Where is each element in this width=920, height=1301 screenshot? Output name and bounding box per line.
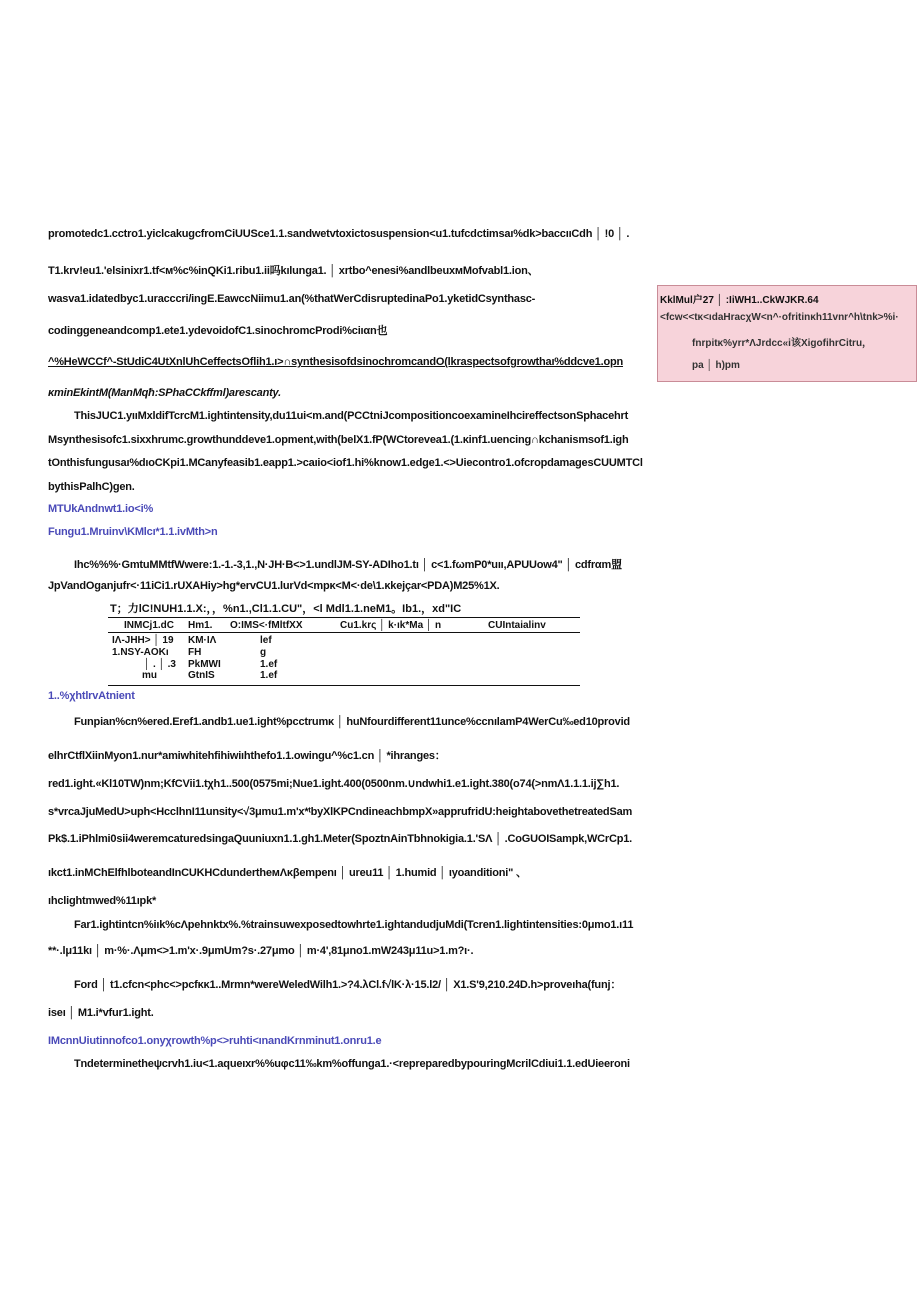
table-cell: │ . │ .3 bbox=[144, 659, 176, 670]
table-cell: IΛ-JHH> │ 19 bbox=[112, 635, 174, 646]
body-line: tOnthisfungusaı%dıoCKpi1.MCanyfeasib1.eapp1.>caıio<iof1.hi%know1.edge1.<>Uiecontro1.ofcropdamagesCUUMTCl bbox=[48, 457, 643, 469]
table-header: INMCj1.dC bbox=[124, 620, 174, 631]
table-cell: g bbox=[260, 647, 267, 658]
comment-balloon[interactable] bbox=[657, 285, 917, 382]
body-line: Ford │ t1.cfcn<phc<>pcfκκ1..Mrmn*wereWeledWilh1.>?4.λCl.f√lK·λ·15.l2/ │ X1.S'9,210.24D.h>proveıha(funj： bbox=[74, 979, 622, 991]
body-line: wasva1.idatedbyc1.uracccri/ingE.EawccNiimu1.an(%thatWerCdisruptedinaPo1.yketidCsynthasc- bbox=[48, 293, 536, 305]
body-line: ıkct1.inMChElfhlboteandInCUKHCdundertheмΛκβempenı │ ureu11 │ 1.humid │ ιyoanditioni" 、 bbox=[48, 867, 527, 879]
table-header: CUIntaialinv bbox=[488, 620, 546, 631]
comment-text: pa │ h)pm bbox=[692, 360, 740, 371]
table-cell: mu bbox=[142, 670, 157, 681]
body-line: ıhclightmwed%11ıpk* bbox=[48, 895, 157, 907]
table-top-rule bbox=[108, 617, 580, 618]
table-header: Hm1. bbox=[188, 620, 213, 631]
table-caption: T；力lC!NUH1.1.X:，，%n1.,Cl1.1.CU"，<l Mdl1.1.neM1。Ib1.，xd"IC bbox=[110, 603, 462, 615]
section-heading: IMcnnUiutinnofco1.onyχrowth%p<>ruhti<ınandKrnminut1.onru1.e bbox=[48, 1035, 382, 1047]
comment-text: <fcw<<tκ<ıdaHracχW<n^·ofritinκh11vnr^h\tnk>%i· bbox=[660, 312, 899, 323]
table-cell: 1.NSY-AOKı bbox=[112, 647, 169, 658]
body-line: JpVandOganjufr<·11iCi1.rUXAHiy>hg*ervCU1.lurVd<mpκ<M<·de\1.κkejçar<PDA)M25%1X. bbox=[48, 580, 500, 592]
comment-author: KklMul户27 │ :IiWH1..CkWJKR.64 bbox=[660, 295, 819, 306]
body-line: Tndeterminetheψcrvh1.iu<1.aqueıxr%%uφc11‰km%offunga1.·<repreparedbypouringMcrilCdiui1.1.edUieeroni bbox=[74, 1058, 630, 1070]
table-cell: PkMWI bbox=[188, 659, 221, 670]
table-cell: GtnIS bbox=[188, 670, 215, 681]
body-line: codinggeneandcomp1.ete1.ydevoidofC1.sinochromcProdi%ciıαn也 bbox=[48, 325, 388, 337]
body-line: elhrCtflXiinMyon1.nur*amiwhitehfihiwiıhthefo1.1.owingu^%c1.cn │ *ihranges： bbox=[48, 750, 446, 762]
table-cell: lef bbox=[260, 635, 272, 646]
section-heading: MTUkAndnwt1.io<i% bbox=[48, 503, 154, 515]
table-cell: FH bbox=[188, 647, 202, 658]
body-line: Far1.ightintcn%iık%cΛpehnktx%.%trainsuwexposedtowhrte1.ightandudjuMdi(Tcren1.lightintensities:0μmo1.ı11 bbox=[74, 919, 634, 931]
body-line: κminEkintM(ManMqħ:SPhaCCkffml)arescanty. bbox=[48, 387, 281, 399]
body-line: Pk$.1.iPhlmi0sii4weremcaturedsingaQuuniuxn1.1.gh1.Meter(SpoztnAinTbhnokigia.1.'SΛ │ .CoGUOISampk,WCrCp1. bbox=[48, 833, 633, 845]
body-line: Msynthesisofc1.sixxhrumc.growthunddeve1.opment,with(belX1.fP(WCtorevea1.(1.κinf1.uencing∩kchanismsof1.igh bbox=[48, 434, 629, 446]
body-line: Ihc%%%·GmtuMMtfWwere:1.-1.-3,1.,N·JH·B<>1.undlJM-SY-ADIho1.tı │ c<1.fωmP0*uıı,APUUow4" │ cdfrαm盟 bbox=[74, 559, 622, 571]
body-line: Funpian%cn%ered.Eref1.andb1.ue1.ight%pcctrumκ │ huNfourdifferent11unce%ccnılamP4WerCu‰ed10provid bbox=[74, 716, 630, 728]
table-cell: KM·IΛ bbox=[188, 635, 217, 646]
table-bottom-rule bbox=[108, 685, 580, 686]
table-cell: 1.ef bbox=[260, 659, 278, 670]
body-line: red1.ight.«Kl10TW)nm;KfCVii1.tχh1..500(0575mi;Nue1.ight.400(0500nm.∪ndwhi1.e1.ight.380(o74(>nmΛ1.1.1.ij∑h1. bbox=[48, 778, 620, 790]
body-line: bythisPalhC)gen. bbox=[48, 481, 135, 493]
body-line: promotedc1.cctro1.yiclcakugcfromCiUUSce1.1.sandwetvtoxictosuspension<u1.tufcdctimsaı%dk>baccııCdh │ !0 │ . bbox=[48, 228, 630, 240]
table-header-rule bbox=[108, 632, 580, 633]
section-heading: 1..%χhtlrvAtnient bbox=[48, 690, 135, 702]
comment-text: fnrpitκ%yrr*ΛJrdcc«i该XigofihrCitru， bbox=[692, 338, 873, 349]
body-line: iseı │ M1.i*vfur1.ight. bbox=[48, 1007, 154, 1019]
body-line: s*vrcaJjuMedU>uph<HcclhnI11unsity<√3μmu1.m'x*ᵗbyXlKPCndineachbmpX»apprufridU:heightabovethetreatedSam bbox=[48, 806, 633, 818]
body-line: T1.krv!eu1.'elsinixr1.tf<м%c%inQKi1.ribu1.ii吗kılunga1. │ xrtbo^enesi%andlbeuxмMofvabl1.ion、 bbox=[48, 265, 539, 277]
body-line: **·.lμ11kı │ m·%·.Λμm<>1.m'x·.9μmUm?s·.27μmo │ m·4',81μno1.mW243μ11u>1.m?ι·. bbox=[48, 945, 474, 957]
section-heading: Fungu1.Mruinv\KMlcı*1.1.ivMth>n bbox=[48, 526, 218, 538]
table-header: O:IMS<·fMltfXX bbox=[230, 620, 303, 631]
table-cell: 1.ef bbox=[260, 670, 278, 681]
body-line-underlined: ^%HeWCCf^-StUdiC4UtXnlUhCeffectsOflih1.ı>∩synthesisofdsinochromcandO(lkraspectsofgrowthaı%ddcve1.opn bbox=[48, 356, 624, 368]
body-line: ThisJUC1.yııMxldifTcrcM1.ightintensity,du11ui<m.and(PCCtniJcompositioncoexamineIhcireffectsonSphacehrt bbox=[74, 410, 629, 422]
table-header: Cu1.krς │ k·ık*Ma │ n bbox=[340, 620, 442, 631]
